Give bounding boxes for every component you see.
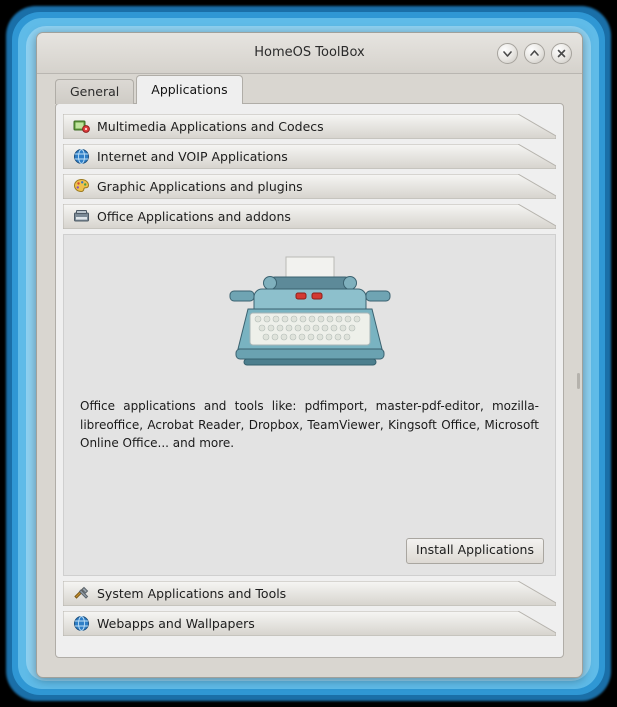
accordion bbox=[63, 114, 556, 641]
tab-panel-applications bbox=[55, 103, 564, 658]
window-resize-grip[interactable] bbox=[577, 373, 580, 389]
globe-icon bbox=[73, 148, 90, 165]
globe-icon bbox=[73, 615, 90, 632]
accordion-panel-office bbox=[63, 234, 556, 576]
accordion-label: Graphic Applications and plugins bbox=[97, 179, 303, 194]
office-description: Office applications and tools like: pdfimport, master-pdf-editor, mozilla-libreoffice, Acrobat Reader, Dropbox, TeamViewer, Kingsoft Office, Microsoft Online Office... and more. bbox=[80, 399, 539, 451]
accordion-header-system[interactable] bbox=[63, 581, 556, 606]
office-icon bbox=[73, 208, 90, 225]
accordion-label: Internet and VOIP Applications bbox=[97, 149, 288, 164]
accordion-header-office[interactable] bbox=[63, 204, 556, 229]
window-title: HomeOS ToolBox bbox=[254, 45, 365, 60]
tools-icon bbox=[73, 585, 90, 602]
close-button[interactable] bbox=[551, 43, 572, 64]
tab-general[interactable]: General bbox=[55, 79, 134, 104]
accordion-header-internet[interactable] bbox=[63, 144, 556, 169]
title-bar[interactable] bbox=[37, 33, 582, 74]
install-applications-button[interactable]: Install Applications bbox=[406, 538, 544, 564]
accordion-label: Webapps and Wallpapers bbox=[97, 616, 255, 631]
accordion-label: Multimedia Applications and Codecs bbox=[97, 119, 324, 134]
palette-icon bbox=[73, 178, 90, 195]
accordion-header-multimedia[interactable] bbox=[63, 114, 556, 139]
multimedia-icon bbox=[73, 118, 90, 135]
maximize-button[interactable] bbox=[524, 43, 545, 64]
tab-bar bbox=[55, 76, 245, 104]
tab-applications[interactable]: Applications bbox=[136, 75, 242, 104]
accordion-label: System Applications and Tools bbox=[97, 586, 287, 601]
window-controls bbox=[497, 43, 572, 64]
typewriter-illustration bbox=[64, 253, 555, 383]
application-window bbox=[36, 32, 583, 678]
accordion-label: Office Applications and addons bbox=[97, 209, 291, 224]
minimize-button[interactable] bbox=[497, 43, 518, 64]
accordion-header-webapps[interactable] bbox=[63, 611, 556, 636]
accordion-header-graphics[interactable] bbox=[63, 174, 556, 199]
